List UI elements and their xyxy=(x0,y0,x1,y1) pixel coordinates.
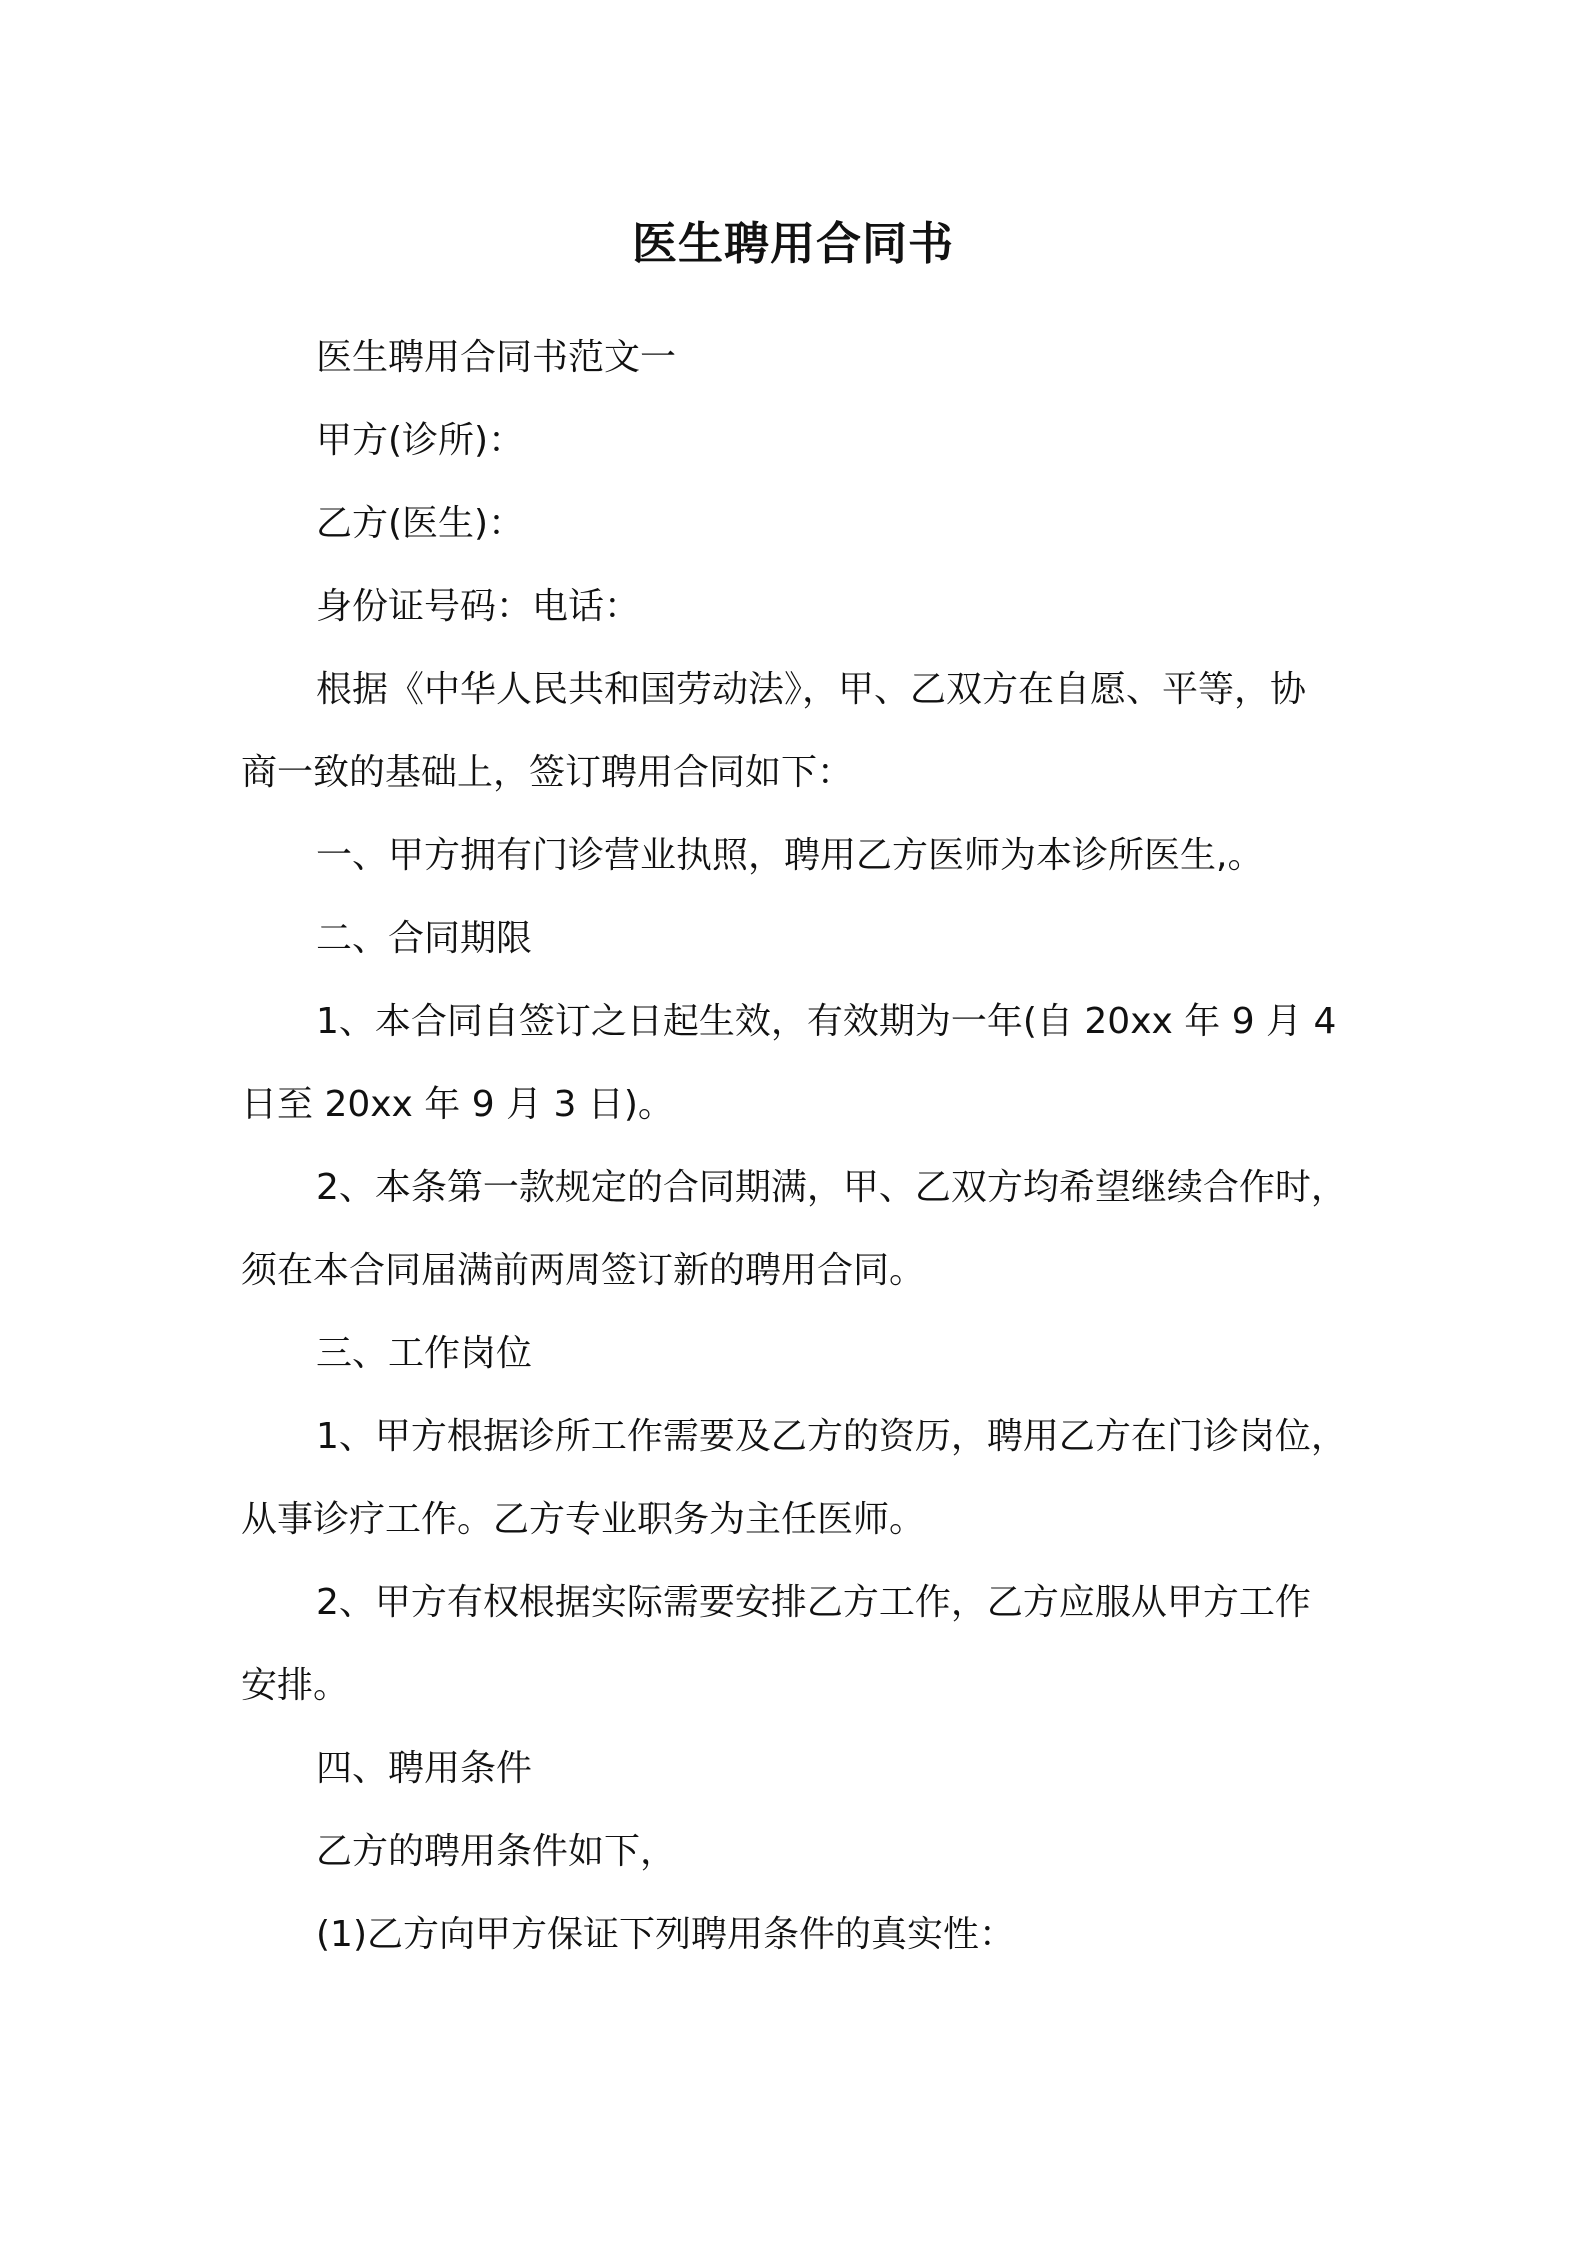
document-line: 四、聘用条件 xyxy=(316,1748,533,1789)
document-line: 一、甲方拥有门诊营业执照，聘用乙方医师为本诊所医生,。 xyxy=(316,835,1264,876)
document-line: 三、工作岗位 xyxy=(316,1333,533,1374)
document-line: 医生聘用合同书范文一 xyxy=(316,337,677,378)
document-body xyxy=(241,316,1351,1976)
document-line: 身份证号码：电话： xyxy=(316,586,641,627)
document-line: 1、甲方根据诊所工作需要及乙方的资历，聘用乙方在门诊岗位， xyxy=(316,1416,1347,1457)
document-line: 根据《中华人民共和国劳动法》，甲、乙双方在自愿、平等，协 xyxy=(316,669,1307,710)
document-line: 二、合同期限 xyxy=(316,918,533,959)
document-line: 从事诊疗工作。乙方专业职务为主任医师。 xyxy=(241,1499,926,1540)
document-line: 甲方(诊所)： xyxy=(316,420,525,461)
document-line: 商一致的基础上，签订聘用合同如下： xyxy=(241,752,854,793)
document-line: (1)乙方向甲方保证下列聘用条件的真实性： xyxy=(316,1914,1015,1955)
document-line: 须在本合同届满前两周签订新的聘用合同。 xyxy=(241,1250,926,1291)
document-line: 安排。 xyxy=(241,1665,350,1706)
document-line: 2、本条第一款规定的合同期满，甲、乙双方均希望继续合作时， xyxy=(316,1167,1347,1208)
document-line: 日至 20xx 年 9 月 3 日)。 xyxy=(241,1084,674,1125)
document-line: 乙方(医生)： xyxy=(316,503,525,544)
document-line: 乙方的聘用条件如下， xyxy=(316,1831,677,1872)
document-line: 2、甲方有权根据实际需要安排乙方工作，乙方应服从甲方工作 xyxy=(316,1582,1311,1623)
document-line: 1、本合同自签订之日起生效，有效期为一年(自 20xx 年 9 月 4 xyxy=(316,1001,1337,1042)
document-title: 医生聘用合同书 xyxy=(631,217,954,270)
